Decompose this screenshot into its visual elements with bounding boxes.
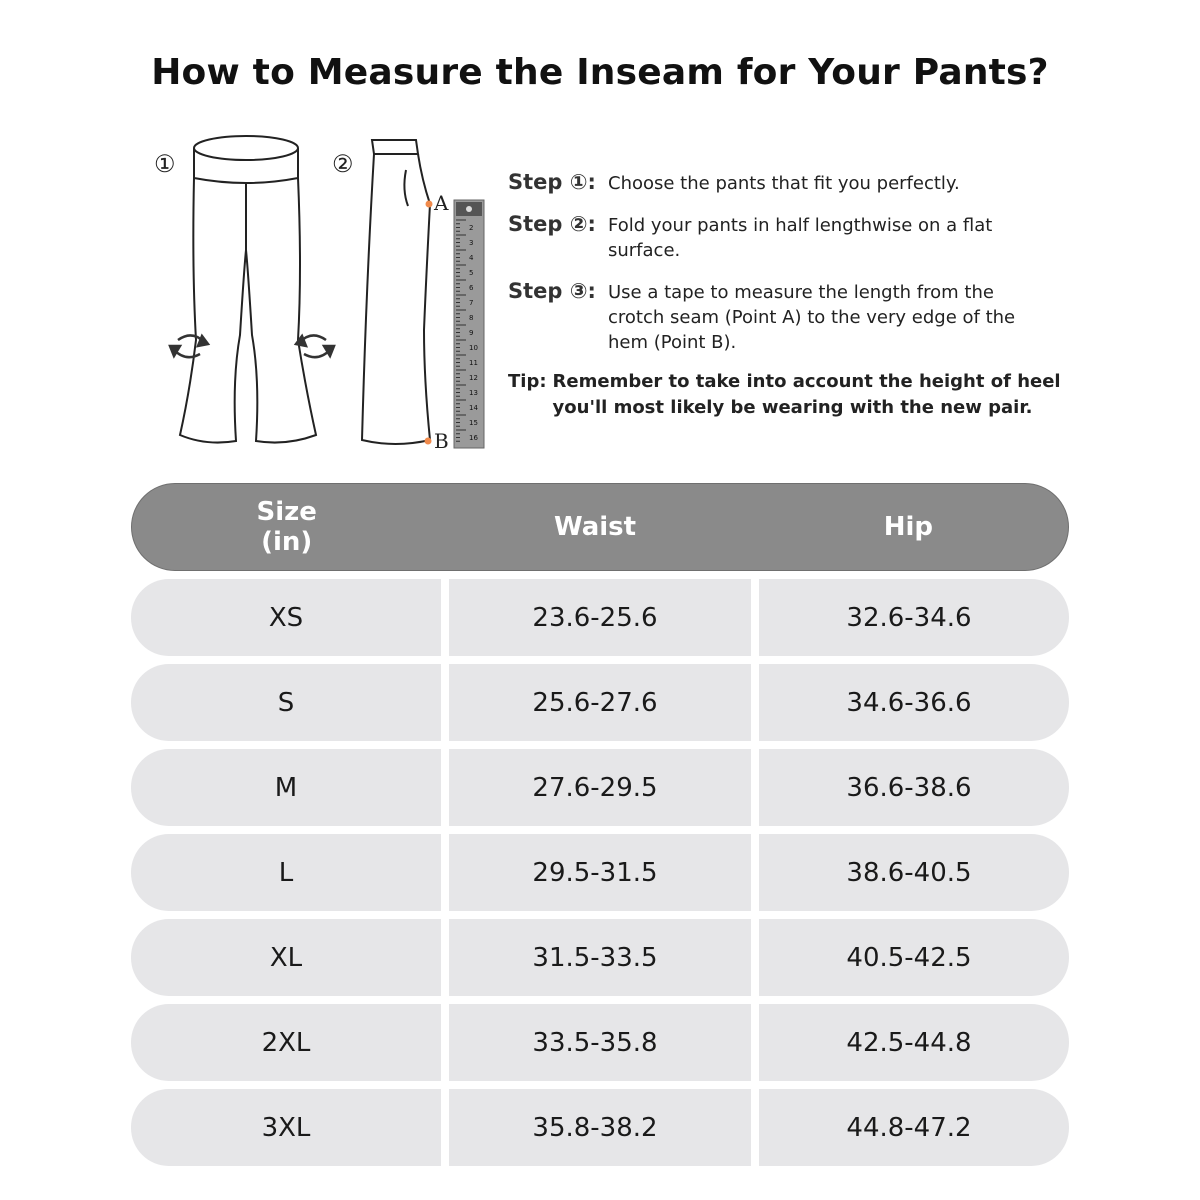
tape-number: 16 (469, 434, 478, 442)
column-divider (751, 749, 759, 826)
step-3 (508, 277, 1068, 355)
page-title: How to Measure the Inseam for Your Pants? (151, 52, 1049, 93)
point-b-label: B (434, 429, 449, 453)
tip-label: Tip: (508, 371, 547, 392)
step-text: Use a tape to measure the length from the crotch seam (Point A) to the very edge of the hem (Point B). (608, 282, 1016, 353)
pants-front-icon (180, 136, 316, 443)
cell-hip: 44.8-47.2 (846, 1112, 972, 1143)
cell-hip: 34.6-36.6 (846, 687, 972, 718)
cell-hip: 40.5-42.5 (846, 942, 972, 973)
cell-waist: 23.6-25.6 (532, 602, 658, 633)
column-divider (751, 834, 759, 911)
column-divider (441, 834, 449, 911)
fold-arrow-right-icon (296, 335, 334, 357)
table-row (131, 1089, 1069, 1166)
table-row (131, 749, 1069, 826)
instructions (508, 168, 1068, 421)
step-text: Choose the pants that fit you perfectly. (608, 173, 960, 194)
cell-size: XL (269, 942, 303, 973)
column-divider (751, 1089, 759, 1166)
point-a-label: A (434, 191, 449, 215)
size-table (131, 483, 1069, 1166)
tape-number: 13 (469, 389, 478, 397)
tape-number: 8 (469, 314, 474, 322)
table-row (131, 579, 1069, 656)
cell-size: 2XL (261, 1027, 311, 1058)
step-2 (508, 210, 1068, 263)
header-hip: Hip (883, 512, 933, 542)
table-row (131, 834, 1069, 911)
cell-waist: 31.5-33.5 (532, 942, 658, 973)
table-row (131, 664, 1069, 741)
tape-number: 4 (469, 254, 474, 262)
cell-hip: 32.6-34.6 (846, 602, 972, 633)
tape-number: 9 (469, 329, 474, 337)
tape-number: 11 (469, 359, 478, 367)
tape-number: 2 (469, 224, 474, 232)
cell-size: 3XL (261, 1112, 311, 1143)
header-size-line2: (in) (261, 527, 313, 557)
column-divider (751, 579, 759, 656)
step-label: Step ③: (508, 279, 596, 303)
tape-number: 3 (469, 239, 474, 247)
step1-marker: ① (154, 150, 176, 178)
tape-number: 15 (469, 419, 478, 427)
header-size (132, 497, 441, 557)
point-a-marker (426, 201, 433, 208)
cell-waist: 35.8-38.2 (532, 1112, 658, 1143)
step-label: Step ②: (508, 212, 596, 236)
column-divider (441, 1004, 449, 1081)
tape-number: 6 (469, 284, 474, 292)
tape-number: 5 (469, 269, 474, 277)
cell-hip: 42.5-44.8 (846, 1027, 972, 1058)
measurement-illustration (140, 130, 500, 460)
step-label: Step ①: (508, 170, 596, 194)
column-divider (441, 919, 449, 996)
cell-size: L (278, 857, 294, 888)
cell-size: S (277, 687, 295, 718)
table-row (131, 919, 1069, 996)
step2-marker: ② (332, 150, 354, 178)
cell-waist: 25.6-27.6 (532, 687, 658, 718)
step-1 (508, 168, 1068, 196)
column-divider (441, 1089, 449, 1166)
tape-number: 14 (469, 404, 478, 412)
column-divider (441, 579, 449, 656)
column-divider (751, 664, 759, 741)
header-size-line1: Size (256, 497, 317, 527)
tape-number: 10 (469, 344, 478, 352)
cell-waist: 29.5-31.5 (532, 857, 658, 888)
measuring-tape-icon (454, 200, 484, 448)
cell-hip: 38.6-40.5 (846, 857, 972, 888)
header-waist: Waist (553, 512, 637, 542)
table-header (131, 483, 1069, 571)
column-divider (751, 1004, 759, 1081)
column-divider (441, 749, 449, 826)
tip-text: Remember to take into account the height of heel you'll most likely be wearing with the new pair. (552, 371, 1061, 418)
column-divider (441, 664, 449, 741)
table-row (131, 1004, 1069, 1081)
cell-size: XS (268, 602, 304, 633)
step-text: Fold your pants in half lengthwise on a flat surface. (608, 215, 993, 261)
tip (508, 369, 1068, 421)
point-b-marker (425, 438, 432, 445)
cell-waist: 33.5-35.8 (532, 1027, 658, 1058)
fold-arrow-left-icon (170, 335, 208, 357)
cell-waist: 27.6-29.5 (532, 772, 658, 803)
cell-size: M (274, 772, 298, 803)
tape-number: 12 (469, 374, 478, 382)
tape-number: 7 (469, 299, 474, 307)
column-divider (751, 919, 759, 996)
cell-hip: 36.6-38.6 (846, 772, 972, 803)
pants-folded-icon (362, 140, 430, 444)
